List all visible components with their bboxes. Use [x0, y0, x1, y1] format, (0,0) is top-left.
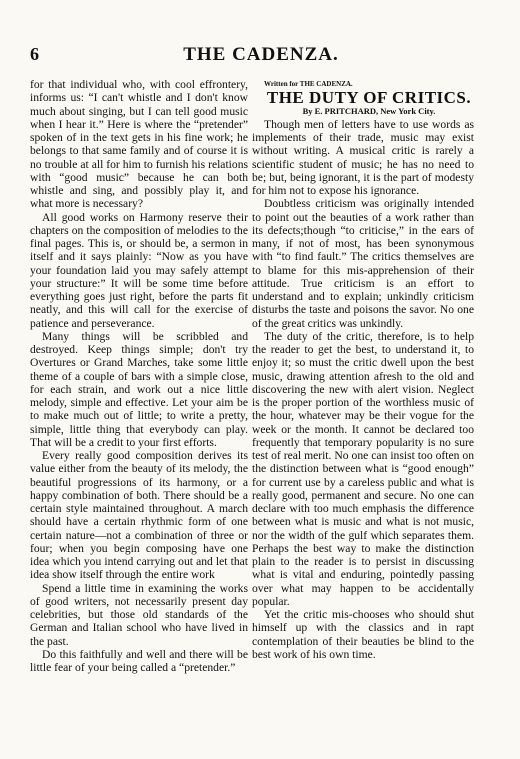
paragraph: All good works on Harmony reserve their chapters on the composition of melodies to the final pages. This is, or should be, a sermon in itself and it says plainly: “Now as you have your foundation laid you may safely attempt your structure:” It will be some time before everything goes just right, before the parts fit neatly, and this will call for the exercise of patience and perseverance.: [30, 210, 248, 330]
right-column: [252, 78, 474, 661]
page-header: [30, 44, 492, 66]
paragraph: The duty of the critic, therefore, is to help the reader to get the best, to understand it, to enjoy it; so must the critic dwell upon the best music, drawing attention afresh to the old and discovering the new with alert vision. Neglect is the proper portion of the worthless music of the hour, whatever may be their vogue for the week or the month. It cannot be declared too frequently that temporary popularity is no sure test of real merit. No one can insist too often on the distinction between what is “good enough” for current use by a careless public and what is really good, permanent and secure. No one can declare with too much emphasis the difference between what is music and what is not music, nor the width of the gulf which separates them. Perhaps the best way to make the distinction plain to the reader is to persist in discussing what is vital and enduring, pointedly passing over what may happen to be accidentally popular.: [252, 329, 474, 608]
paragraph: for that individual who, with cool effrontery, informs us: “I can't whistle and I don't know much about singing, but I can tell good music when I hear it.” Here is where the “pretender” spoken of in the text gets in his fine work; he belongs to that same family and of course it is no trouble at all for him to furnish his relations with “good music” because he can both whistle and sing, and possibly play it, and what more is necessary?: [30, 78, 248, 211]
paragraph: Yet the critic mis-chooses who should shut himself up with the classics and in rapt contemplation of their beauties be blind to the best work of his own time.: [252, 608, 474, 661]
left-column: [30, 78, 248, 674]
written-for-note: Written for THE CADENZA.: [264, 80, 353, 88]
paragraph: Every really good composition derives its value either from the beauty of its melody, the beautiful progressions of its harmony, or a happy combination of both. There should be a certain style maintained throughout. A march should have a certain rhythmic form of one certain nature—not a combination of three or four; when you begin composing have one idea which you intend carrying out and let that idea show itself through the entire work: [30, 449, 248, 582]
paragraph: Spend a little time in examining the works of good writers, not necessarily present day celebrities, but those old standards of the German and Italian school who have lived in the past.: [30, 581, 248, 648]
article-title: THE DUTY OF CRITICS.: [266, 88, 472, 108]
paragraph: Doubtless criticism was originally intended to point out the beauties of a work rather than its defects;though “to criticise,” in the ears of many, if not of most, has been synonymous with “to find fault.” The critics themselves are to blame for this mis-apprehension of their attitude. True criticism is an effort to understand and to explain; unkindly criticism disturbs the taste and poisons the savor. No one of the great critics was unkindly.: [252, 197, 474, 330]
paragraph: Though men of letters have to use words as implements of their trade, music may exist without writing. A musical critic is rarely a scientific student of music; he has no need to be; but, being ignorant, it is the part of modesty for him not to expose his ignorance.: [252, 117, 474, 197]
article-byline: By E. PRITCHARD, New York City.: [302, 105, 436, 116]
paragraph: Many things will be scribbled and destroyed. Keep things simple; don't try Overtures or Grand Marches, take some little theme of a couple of bars with a simple close, for each strain, and work out a nice little melody, simple and effective. Let your aim be to make much out of little; to write a pretty, simple, little thing that everybody can play. That will be a credit to your first efforts.: [30, 329, 248, 449]
magazine-title: THE CADENZA.: [183, 44, 339, 65]
page-number: 6: [30, 44, 39, 64]
paragraph: Do this faithfully and well and there will be little fear of your being called a “pretender.”: [30, 647, 248, 674]
